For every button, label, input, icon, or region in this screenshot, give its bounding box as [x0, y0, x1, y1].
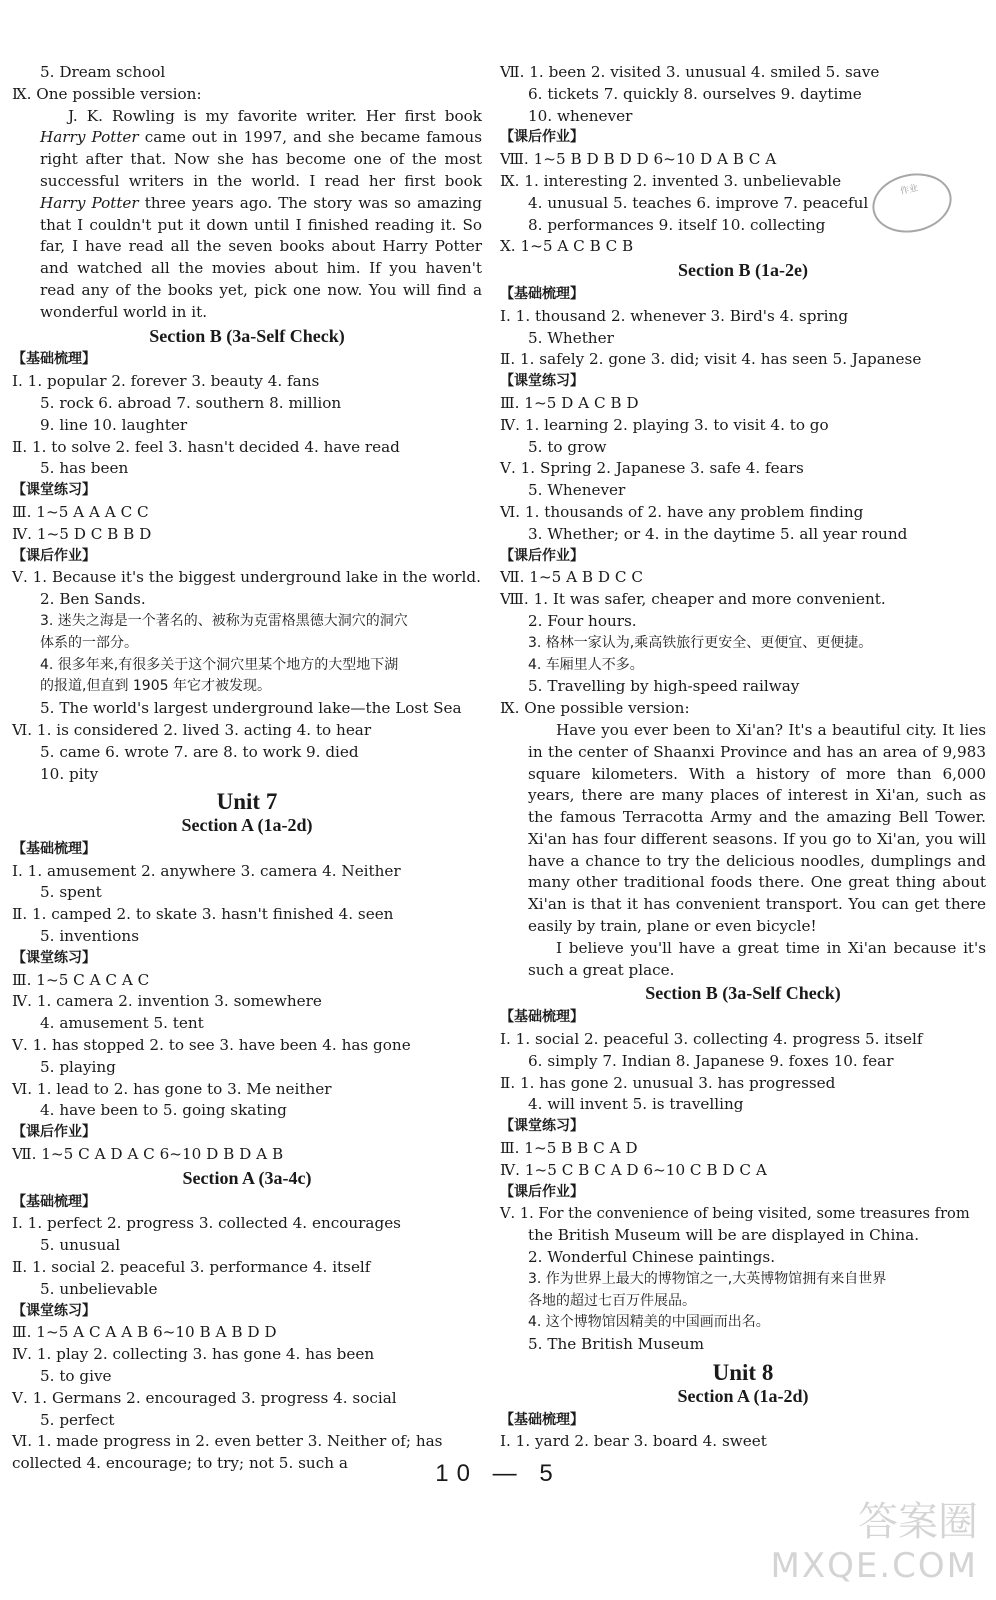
answer-line: 4. unusual 5. teaches 6. improve 7. peaceful — [528, 193, 869, 212]
answer-line: 5. playing — [40, 1057, 116, 1076]
subsection-label: 【基础梳理】 — [12, 1193, 96, 1210]
answer-line: 5. came 6. wrote 7. are 8. to work 9. died — [40, 742, 359, 761]
answer-line: the British Museum will be are displayed in China. — [528, 1226, 920, 1245]
answer-line: 4. have been to 5. going skating — [40, 1101, 287, 1120]
subsection-label: 【基础梳理】 — [500, 1009, 584, 1026]
essay-paragraph: J. K. Rowling is my favorite writer. Her first book Harry Potter came out in 1997, and she became famous right after that. Now she has become one of the most successful writers in the world. I read her first book Harry Potter three years ago. The story was so amazing that I couldn't put it down until I finished reading it. So far, I have read all the seven books about Harry Potter and watched all the movies about him. If you haven't read any of the books yet, pick one now. You will find a wonderful world in it. — [40, 106, 482, 321]
answer-line: 2. Four hours. — [528, 611, 637, 630]
answer-line: 5. The world's largest underground lake—the Lost Sea — [40, 699, 462, 718]
answer-line: 5. to grow — [528, 437, 607, 456]
stamp-icon: 作业 — [867, 166, 957, 239]
section-heading: Section B (1a-2e) — [678, 260, 808, 281]
answer-line: 5. inventions — [40, 927, 139, 946]
answer-line: 3. Whether; or 4. in the daytime 5. all year round — [528, 524, 908, 543]
answer-line: Ⅴ. 1. Because it's the biggest underground lake in the world. — [12, 568, 481, 587]
answer-line: Ⅵ. 1. is considered 2. lived 3. acting 4. to hear — [12, 720, 372, 739]
answer-line: Ⅰ. 1. perfect 2. progress 3. collected 4. encourages — [12, 1214, 401, 1233]
answer-line: 10. pity — [40, 764, 99, 783]
answer-line: Ⅰ. 1. popular 2. forever 3. beauty 4. fans — [12, 372, 320, 391]
subsection-label: 【基础梳理】 — [12, 840, 96, 857]
answer-line: Ⅱ. 1. to solve 2. feel 3. hasn't decided 4. have read — [12, 437, 400, 456]
watermark-url: MXQE.COM — [770, 1546, 978, 1586]
answer-line: 3. 迷失之海是一个著名的、被称为克雷格黑德大洞穴的洞穴 — [40, 612, 408, 629]
unit-heading: Unit 8 — [712, 1360, 774, 1386]
answer-line: 的报道,但直到 1905 年它才被发现。 — [40, 678, 271, 695]
answer-line: Ⅱ. 1. camped 2. to skate 3. hasn't finished 4. seen — [12, 905, 394, 924]
answer-line: 4. will invent 5. is travelling — [528, 1095, 744, 1114]
answer-line: 5. perfect — [40, 1410, 115, 1429]
answer-line: Ⅲ. 1~5 D A C B D — [500, 393, 639, 412]
answer-line: 8. performances 9. itself 10. collecting — [528, 215, 826, 234]
book-title: Harry Potter — [40, 193, 139, 212]
answer-line: Ⅳ. 1. play 2. collecting 3. has gone 4. has been — [12, 1345, 375, 1364]
right-column — [500, 62, 986, 1453]
answer-line: 9. line 10. laughter — [40, 415, 188, 434]
answer-line: 5. to give — [40, 1367, 112, 1386]
answer-line: Ⅸ. One possible version: — [12, 84, 202, 103]
answer-line: 5. Whenever — [528, 481, 626, 500]
answer-line: Ⅴ. 1. has stopped 2. to see 3. have been 4. has gone — [12, 1036, 411, 1055]
section-heading: Section A (1a-2d) — [677, 1385, 809, 1406]
subsection-label: 【课后作业】 — [500, 547, 584, 564]
answer-line: 4. 很多年来,有很多关于这个洞穴里某个地方的大型地下湖 — [40, 656, 399, 673]
section-heading: Section B (3a-Self Check) — [149, 325, 345, 346]
answer-line: 5. rock 6. abroad 7. southern 8. million — [40, 393, 342, 412]
answer-line: Ⅰ. 1. yard 2. bear 3. board 4. sweet — [500, 1432, 767, 1451]
answer-line: Ⅳ. 1~5 D C B B D — [12, 524, 152, 543]
answer-line: 5. The British Museum — [528, 1335, 704, 1354]
essay-paragraph: Have you ever been to Xi'an? It's a beautiful city. It lies in the center of Shaanxi Province and has an area of 9,983 square kilometers. With a history of more than 6,000 years, there are many places of interest in Xi'an, such as the famous Terracotta Army and the amazing Bell Tower. Xi'an has four different seasons. If you go to Xi'an, you will have a chance to try the delicious noodles, dumplings and many other traditional foods there. One great thing about Xi'an is that it has convenient transport. You can get there easily by train, plane or even bicycle! — [528, 720, 986, 936]
answer-line: Ⅴ. 1. Spring 2. Japanese 3. safe 4. fears — [500, 459, 804, 478]
subsection-label: 【课堂练习】 — [12, 1302, 96, 1319]
subsection-label: 【课后作业】 — [12, 1124, 96, 1141]
section-heading: Section A (1a-2d) — [181, 815, 313, 836]
answer-line: 5. Travelling by high-speed railway — [528, 677, 800, 696]
answer-line: Ⅳ. 1. camera 2. invention 3. somewhere — [12, 992, 322, 1011]
watermark — [770, 1500, 978, 1588]
answer-line: Ⅵ. 1. made progress in 2. even better 3. Neither of; has — [12, 1432, 443, 1451]
answer-line: Ⅰ. 1. thousand 2. whenever 3. Bird's 4. spring — [500, 306, 849, 325]
answer-line: 各地的超过七百万件展品。 — [528, 1292, 696, 1309]
answer-line: 5. Whether — [528, 328, 614, 347]
subsection-label: 【课后作业】 — [500, 129, 584, 146]
answer-line: 4. 车厢里人不多。 — [528, 656, 644, 673]
page-number: 10 — 5 — [435, 1460, 561, 1487]
answer-line: Ⅹ. 1~5 A C B C B — [500, 237, 634, 256]
answer-line: Ⅱ. 1. social 2. peaceful 3. performance 4. itself — [12, 1258, 371, 1277]
answer-line: Ⅱ. 1. safely 2. gone 3. did; visit 4. has seen 5. Japanese — [500, 350, 922, 369]
answer-line: 5. spent — [40, 883, 102, 902]
answer-line: 2. Wonderful Chinese paintings. — [528, 1248, 776, 1267]
essay-paragraph: I believe you'll have a great time in Xi'an because it's such a great place. — [528, 938, 986, 979]
answer-line: Ⅰ. 1. amusement 2. anywhere 3. camera 4. Neither — [12, 861, 401, 880]
answer-line: Ⅵ. 1. lead to 2. has gone to 3. Me neither — [12, 1079, 332, 1098]
section-heading: Section B (3a-Self Check) — [645, 983, 841, 1004]
book-title: Harry Potter — [40, 128, 139, 147]
watermark-brand: 答案圈 — [858, 1499, 978, 1545]
answer-line: Ⅷ. 1. It was safer, cheaper and more convenient. — [500, 590, 886, 609]
answer-line: 5. unusual — [40, 1236, 121, 1255]
answer-line: 3. 作为世界上最大的博物馆之一,大英博物馆拥有来自世界 — [528, 1270, 887, 1287]
subsection-label: 【课堂练习】 — [12, 482, 96, 499]
answer-line: 3. 格林一家认为,乘高铁旅行更安全、更便宜、更便捷。 — [528, 634, 873, 651]
answer-line: Ⅲ. 1~5 C A C A C — [12, 970, 150, 989]
left-column — [12, 62, 482, 1475]
answer-line: Ⅴ. 1. Germans 2. encouraged 3. progress 4. social — [12, 1388, 397, 1407]
answer-line: Ⅷ. 1~5 B D B D D 6~10 D A B C A — [500, 150, 777, 169]
answer-line: 10. whenever — [528, 106, 633, 125]
answer-line: 4. 这个博物馆因精美的中国画而出名。 — [528, 1314, 770, 1331]
answer-line: Ⅰ. 1. social 2. peaceful 3. collecting 4. progress 5. itself — [500, 1030, 923, 1049]
subsection-label: 【基础梳理】 — [500, 1411, 584, 1428]
answer-line: Ⅲ. 1~5 A C A A B 6~10 B A B D D — [12, 1323, 277, 1342]
subsection-label: 【基础梳理】 — [12, 351, 96, 368]
answer-line: 5. unbelievable — [40, 1279, 158, 1298]
answer-line: Ⅸ. 1. interesting 2. invented 3. unbelievable — [500, 171, 842, 190]
answer-line: Ⅶ. 1~5 C A D A C 6~10 D B D A B — [12, 1145, 284, 1164]
answer-line: 6. simply 7. Indian 8. Japanese 9. foxes 10. fear — [528, 1051, 894, 1070]
answer-line: Ⅶ. 1. been 2. visited 3. unusual 4. smiled 5. save — [500, 63, 880, 81]
answer-line: Ⅲ. 1~5 A A A C C — [12, 502, 149, 521]
answer-line: Ⅱ. 1. has gone 2. unusual 3. has progressed — [500, 1073, 836, 1092]
unit-heading: Unit 7 — [216, 789, 278, 815]
answer-line: 体系的一部分。 — [40, 634, 138, 651]
subsection-label: 【课后作业】 — [12, 547, 96, 564]
answer-line: 5. Dream school — [40, 63, 166, 81]
answer-line: Ⅴ. 1. For the convenience of being visited, some treasures from — [500, 1205, 970, 1223]
subsection-label: 【课堂练习】 — [500, 1118, 584, 1135]
answer-line: 2. Ben Sands. — [40, 590, 146, 609]
subsection-label: 【课堂练习】 — [12, 949, 96, 966]
answer-line: 6. tickets 7. quickly 8. ourselves 9. daytime — [528, 84, 862, 103]
section-heading: Section A (3a-4c) — [182, 1167, 312, 1188]
answer-line: Ⅸ. One possible version: — [500, 699, 690, 718]
subsection-label: 【课后作业】 — [500, 1183, 584, 1200]
subsection-label: 【基础梳理】 — [500, 285, 584, 302]
answer-line: Ⅳ. 1. learning 2. playing 3. to visit 4. to go — [500, 415, 829, 434]
answer-line: 4. amusement 5. tent — [40, 1014, 204, 1033]
answer-line: Ⅲ. 1~5 B B C A D — [500, 1139, 638, 1158]
answer-line: Ⅳ. 1~5 C B C A D 6~10 C B D C A — [500, 1160, 767, 1179]
answer-line: Ⅵ. 1. thousands of 2. have any problem finding — [500, 502, 864, 521]
answer-line: Ⅶ. 1~5 A B D C C — [500, 568, 643, 587]
subsection-label: 【课堂练习】 — [500, 373, 584, 390]
answer-line: 5. has been — [40, 459, 129, 478]
answer-line: collected 4. encourage; to try; not 5. such a — [12, 1454, 348, 1473]
